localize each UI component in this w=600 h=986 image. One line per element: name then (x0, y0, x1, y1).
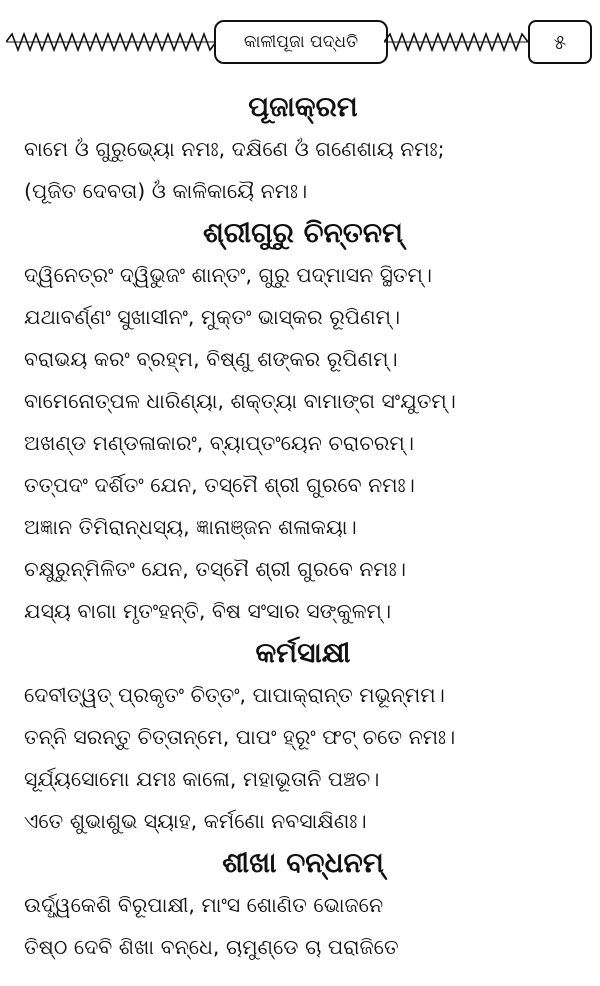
left-zigzag-ornament (6, 30, 216, 54)
section-heading-guru-chintanam: ଶ୍ରୀଗୁରୁ ଚିନ୍ତନମ୍ (202, 216, 404, 249)
verse-line: (ପୂଜିତ ଦେବତା) ଓଁ କାଳିକାୟୈ ନମଃ। (24, 179, 308, 203)
verse-line: ଅଖଣ୍ଡ ମଣ୍ଡଳାକାରଂ, ବ୍ୟାପ୍ତଂୟେନ ଚରାଚରମ୍। (24, 431, 414, 455)
verse-line: ଦେବୀତ୍ୱତ୍ ପ୍ରକୃତଂ ଚିତ୍ତଂ, ପାପାକ୍ରାନ୍ତ ମଭୂନ୍ମମ। (24, 683, 445, 707)
section-heading-shikha-bandhanam: ଶୀଖା ବନ୍ଧନମ୍ (222, 846, 384, 879)
verse-line: ସୂର୍ଯ୍ୟସୋମୋ ଯମଃ କାଳୋ, ମହାଭୂତାନି ପଞ୍ଚଚ। (24, 767, 380, 791)
verse-line: ତତ୍ପଦଂ ଦର୍ଶିତଂ ଯେନ, ତସ୍ମୈ ଶ୍ରୀ ଗୁରବେ ନମଃ। (24, 473, 415, 497)
page-body (14, 86, 592, 968)
page-number: ୫ (528, 20, 592, 64)
verse-line: ବାମେ ଓଁ ଗୁରୁଭ୍ୟୋ ନମଃ, ଦକ୍ଷିଣେ ଓଁ ଗଣେଶାୟ ନମଃ; (24, 137, 445, 161)
verse-line: ଅଜ୍ଞାନ ତିମିରାନ୍ଧସ୍ୟ, ଜ୍ଞାନାଞ୍ଜନ ଶଳାକୟା। (24, 515, 357, 539)
verse-line: ଏତେ ଶୁଭାଶୁଭ ସ୍ୟାହ, କର୍ମଣୋ ନବସାକ୍ଷିଣଃ। (24, 809, 367, 833)
verse-line: ତନ୍ନି ସରନ୍ତୁ ଚିତ୍ତାନ୍ମେ, ପାପଂ ହ୍ରୂଂ ଫଟ୍ ଚତେ ନମଃ। (24, 725, 456, 749)
verse-line: ଚକ୍ଷୁରୁନ୍ମିଳିତଂ ଯେନ, ତସ୍ମୈ ଶ୍ରୀ ଗୁରବେ ନମଃ। (24, 557, 406, 581)
section-heading-puja-krama: ପୂଜାକ୍ରମ (248, 90, 358, 123)
verse-line: ବରାଭୟ କରଂ ବ୍ରହ୍ମ, ବିଷ୍ଣୁ ଶଙ୍କର ରୂପିଣମ୍। (24, 347, 398, 371)
right-zigzag-ornament (384, 30, 528, 54)
verse-line: ଦ୍ୱିନେତ୍ରଂ ଦ୍ୱିଭୁଜଂ ଶାନ୍ତଂ, ଗୁରୁ ପଦ୍ମାସନ ସ୍ଥିତମ୍। (24, 263, 433, 287)
verse-line: ଯଥାବର୍ଣ୍ଣଂ ସୁଖାସୀନଂ, ମୁକ୍ତଂ ଭାସ୍କର ରୂପିଣମ୍। (24, 305, 401, 329)
page-header (0, 18, 600, 70)
verse-line: ତିଷ୍ଠ ଦେବି ଶିଖା ବନ୍ଧେ, ଚାମୁଣ୍ଡେ ଚା ପରାଜିତେ (24, 935, 399, 959)
verse-line: ବାମେନୋତ୍ପଳ ଧାରିଣ୍ୟା, ଶକ୍ତ୍ୟା ବାମାଙ୍ଗ ସଂଯୁତମ୍। (24, 389, 456, 413)
running-title: କାଳୀପୂଜା ପଦ୍ଧତି (214, 20, 388, 64)
section-heading-karma-sakshi: କର୍ମସାକ୍ଷୀ (255, 636, 351, 669)
verse-line: ଯସ୍ୟ ବାଗା ମୃତଂହନ୍ତି, ବିଷ ସଂସାର ସଙ୍କୁଳମ୍। (24, 599, 392, 623)
verse-line: ଉର୍ଦ୍ଧ୍ୱକେଶି ବିରୂପାକ୍ଷୀ, ମାଂସ ଶୋଣିତ ଭୋଜନେ (24, 893, 384, 917)
